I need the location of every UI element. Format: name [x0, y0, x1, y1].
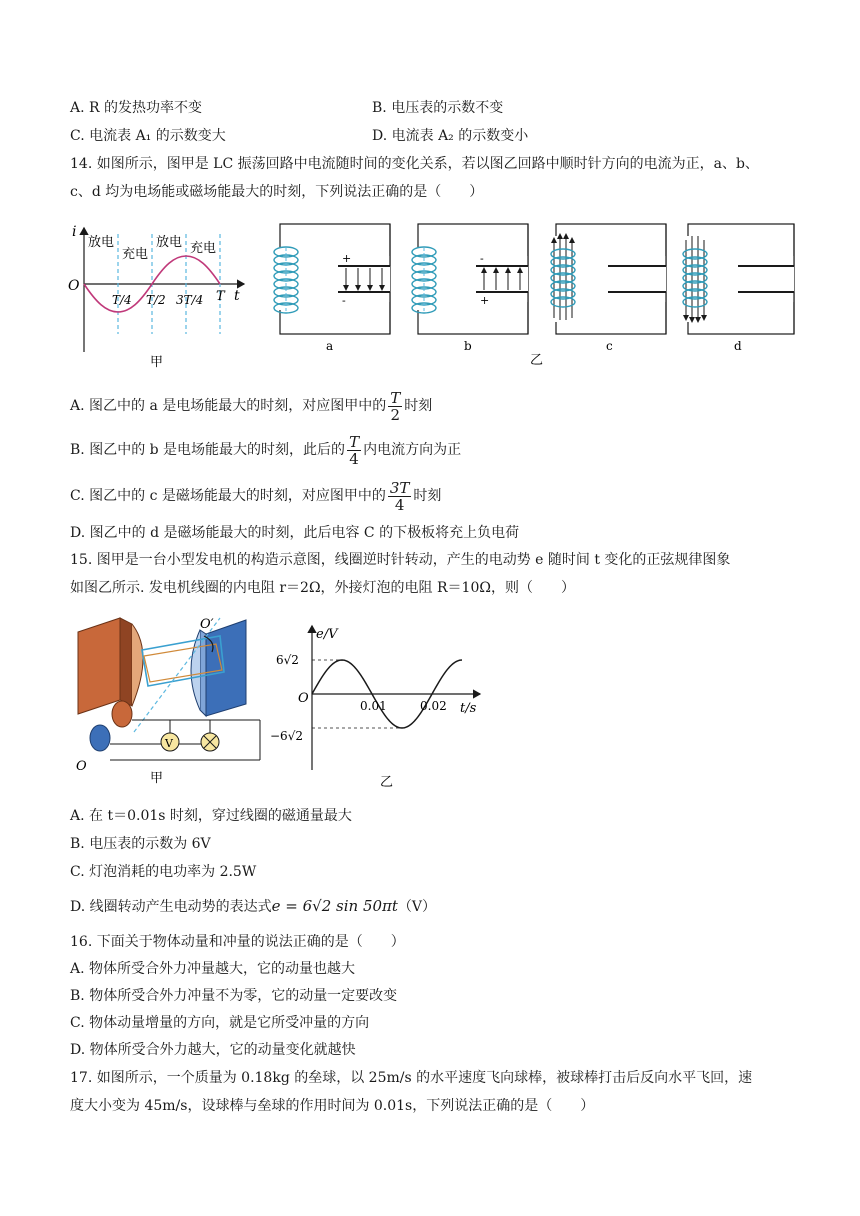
- slip-ring-1: [112, 701, 132, 727]
- q14-figure-jia: [66, 222, 256, 372]
- magnet-right: [206, 620, 246, 716]
- t-axis-label: t: [234, 288, 240, 304]
- x-tick-1: 0.01: [360, 699, 387, 713]
- i-axis-label: i: [72, 224, 77, 240]
- q14-figure-yi: [268, 216, 798, 366]
- circuit-a: [272, 224, 390, 353]
- x-axis-label: t/s: [460, 701, 477, 716]
- q13-option-d: D. 电流表 A₂ 的示数变小: [372, 128, 529, 144]
- y-axis-label: e/V: [316, 627, 338, 642]
- magnet-left: [78, 618, 120, 714]
- y-tick-neg: −6√2: [270, 729, 303, 743]
- q13-option-b: B. 电压表的示数不变: [372, 100, 504, 116]
- o-label: O: [76, 759, 87, 774]
- tick-t: T: [216, 289, 225, 304]
- q13-option-a: A. R 的发热功率不变: [70, 100, 203, 116]
- q14-option-c: C. 图乙中的 c 是磁场能最大的时刻，对应图甲中的 $\frac{3T}{4}$ 时刻: [70, 478, 442, 514]
- q16-option-a: A. 物体所受合外力冲量越大，它的动量也越大: [70, 961, 356, 977]
- q15-figure-jia: [70, 612, 280, 792]
- fig-yi-caption: 乙: [530, 353, 544, 368]
- q15-option-c: C. 灯泡消耗的电功率为 2.5W: [70, 864, 257, 880]
- q14-stem-line1: 14. 如图所示，图甲是 LC 振荡回路中电流随时间的变化关系，若以图乙回路中顺时针方向的电流为正，a、b、: [70, 156, 759, 172]
- svg-text:+: +: [480, 294, 490, 307]
- q14-stem-line2: c、d 均为电场能或磁场能最大的时刻，下列说法正确的是（ ）: [70, 184, 484, 200]
- q16-stem: 16. 下面关于物体动量和冲量的说法正确的是（ ）: [70, 934, 405, 950]
- q13-option-c: C. 电流表 A₁ 的示数变大: [70, 128, 226, 144]
- circuit-c: [546, 224, 666, 353]
- label-d: d: [734, 339, 742, 353]
- seg-label-1: 放电: [88, 235, 115, 250]
- fig-yi-caption: 乙: [380, 775, 394, 790]
- q15-emf-chart: [270, 620, 492, 792]
- q15-option-b: B. 电压表的示数为 6V: [70, 836, 211, 852]
- circuit-d: [678, 224, 794, 353]
- seg-label-4: 充电: [190, 241, 217, 256]
- q16-option-c: C. 物体动量增量的方向，就是它所受冲量的方向: [70, 1015, 370, 1031]
- q15-stem-line2: 如图乙所示. 发电机线圈的内电阻 r＝2Ω，外接灯泡的电阻 R＝10Ω，则（ ）: [70, 580, 575, 596]
- label-a: a: [326, 339, 334, 353]
- fig-jia-caption: 甲: [150, 355, 164, 370]
- label-c: c: [606, 339, 613, 353]
- emf-formula: e = 6√2 sin 50πt: [271, 897, 398, 915]
- circuit-b: [410, 224, 528, 353]
- q16-option-d: D. 物体所受合外力越大，它的动量变化就越快: [70, 1042, 356, 1058]
- tick-t2: T/2: [146, 293, 166, 307]
- tick-3t4: 3T/4: [176, 293, 204, 307]
- q14-option-b: B. 图乙中的 b 是电场能最大的时刻，此后的 $\frac{T}{4}$ 内电流方向为正: [70, 432, 462, 468]
- q17-stem-line2: 度大小变为 45m/s，设球棒与垒球的作用时间为 0.01s，下列说法正确的是（ ）: [70, 1098, 595, 1114]
- fig-jia-caption: 甲: [150, 771, 164, 786]
- q15-option-a: A. 在 t＝0.01s 时刻，穿过线圈的磁通量最大: [70, 808, 352, 824]
- origin-label: O: [68, 278, 80, 294]
- q16-option-b: B. 物体所受合外力冲量不为零，它的动量一定要改变: [70, 988, 398, 1004]
- origin-label: O: [298, 691, 309, 706]
- x-tick-2: 0.02: [420, 699, 447, 713]
- y-tick-pos: 6√2: [276, 653, 299, 667]
- voltmeter-label: V: [165, 737, 173, 750]
- o-prime-label: O′: [200, 617, 214, 632]
- slip-ring-2: [90, 725, 110, 751]
- seg-label-2: 充电: [122, 247, 149, 262]
- q14-option-d: D. 图乙中的 d 是磁场能最大的时刻，此后电容 C 的下极板将充上负电荷: [70, 525, 520, 541]
- q15-option-d: D. 线圈转动产生电动势的表达式e = 6√2 sin 50πt（V）: [70, 897, 437, 915]
- tick-t4: T/4: [112, 293, 132, 307]
- q17-stem-line1: 17. 如图所示，一个质量为 0.18kg 的垒球，以 25m/s 的水平速度飞向球棒，被球棒打击后反向水平飞回，速: [70, 1070, 753, 1086]
- svg-text:+: +: [342, 252, 352, 265]
- q14-option-a: A. 图乙中的 a 是电场能最大的时刻，对应图甲中的 $\frac{T}{2}$ 时刻: [70, 388, 433, 424]
- q15-stem-line1: 15. 图甲是一台小型发电机的构造示意图，线圈逆时针转动，产生的电动势 e 随时间 t 变化的正弦规律图象: [70, 552, 731, 568]
- svg-text:-: -: [342, 294, 346, 307]
- label-b: b: [464, 339, 472, 353]
- svg-text:-: -: [480, 252, 484, 265]
- seg-label-3: 放电: [156, 235, 183, 250]
